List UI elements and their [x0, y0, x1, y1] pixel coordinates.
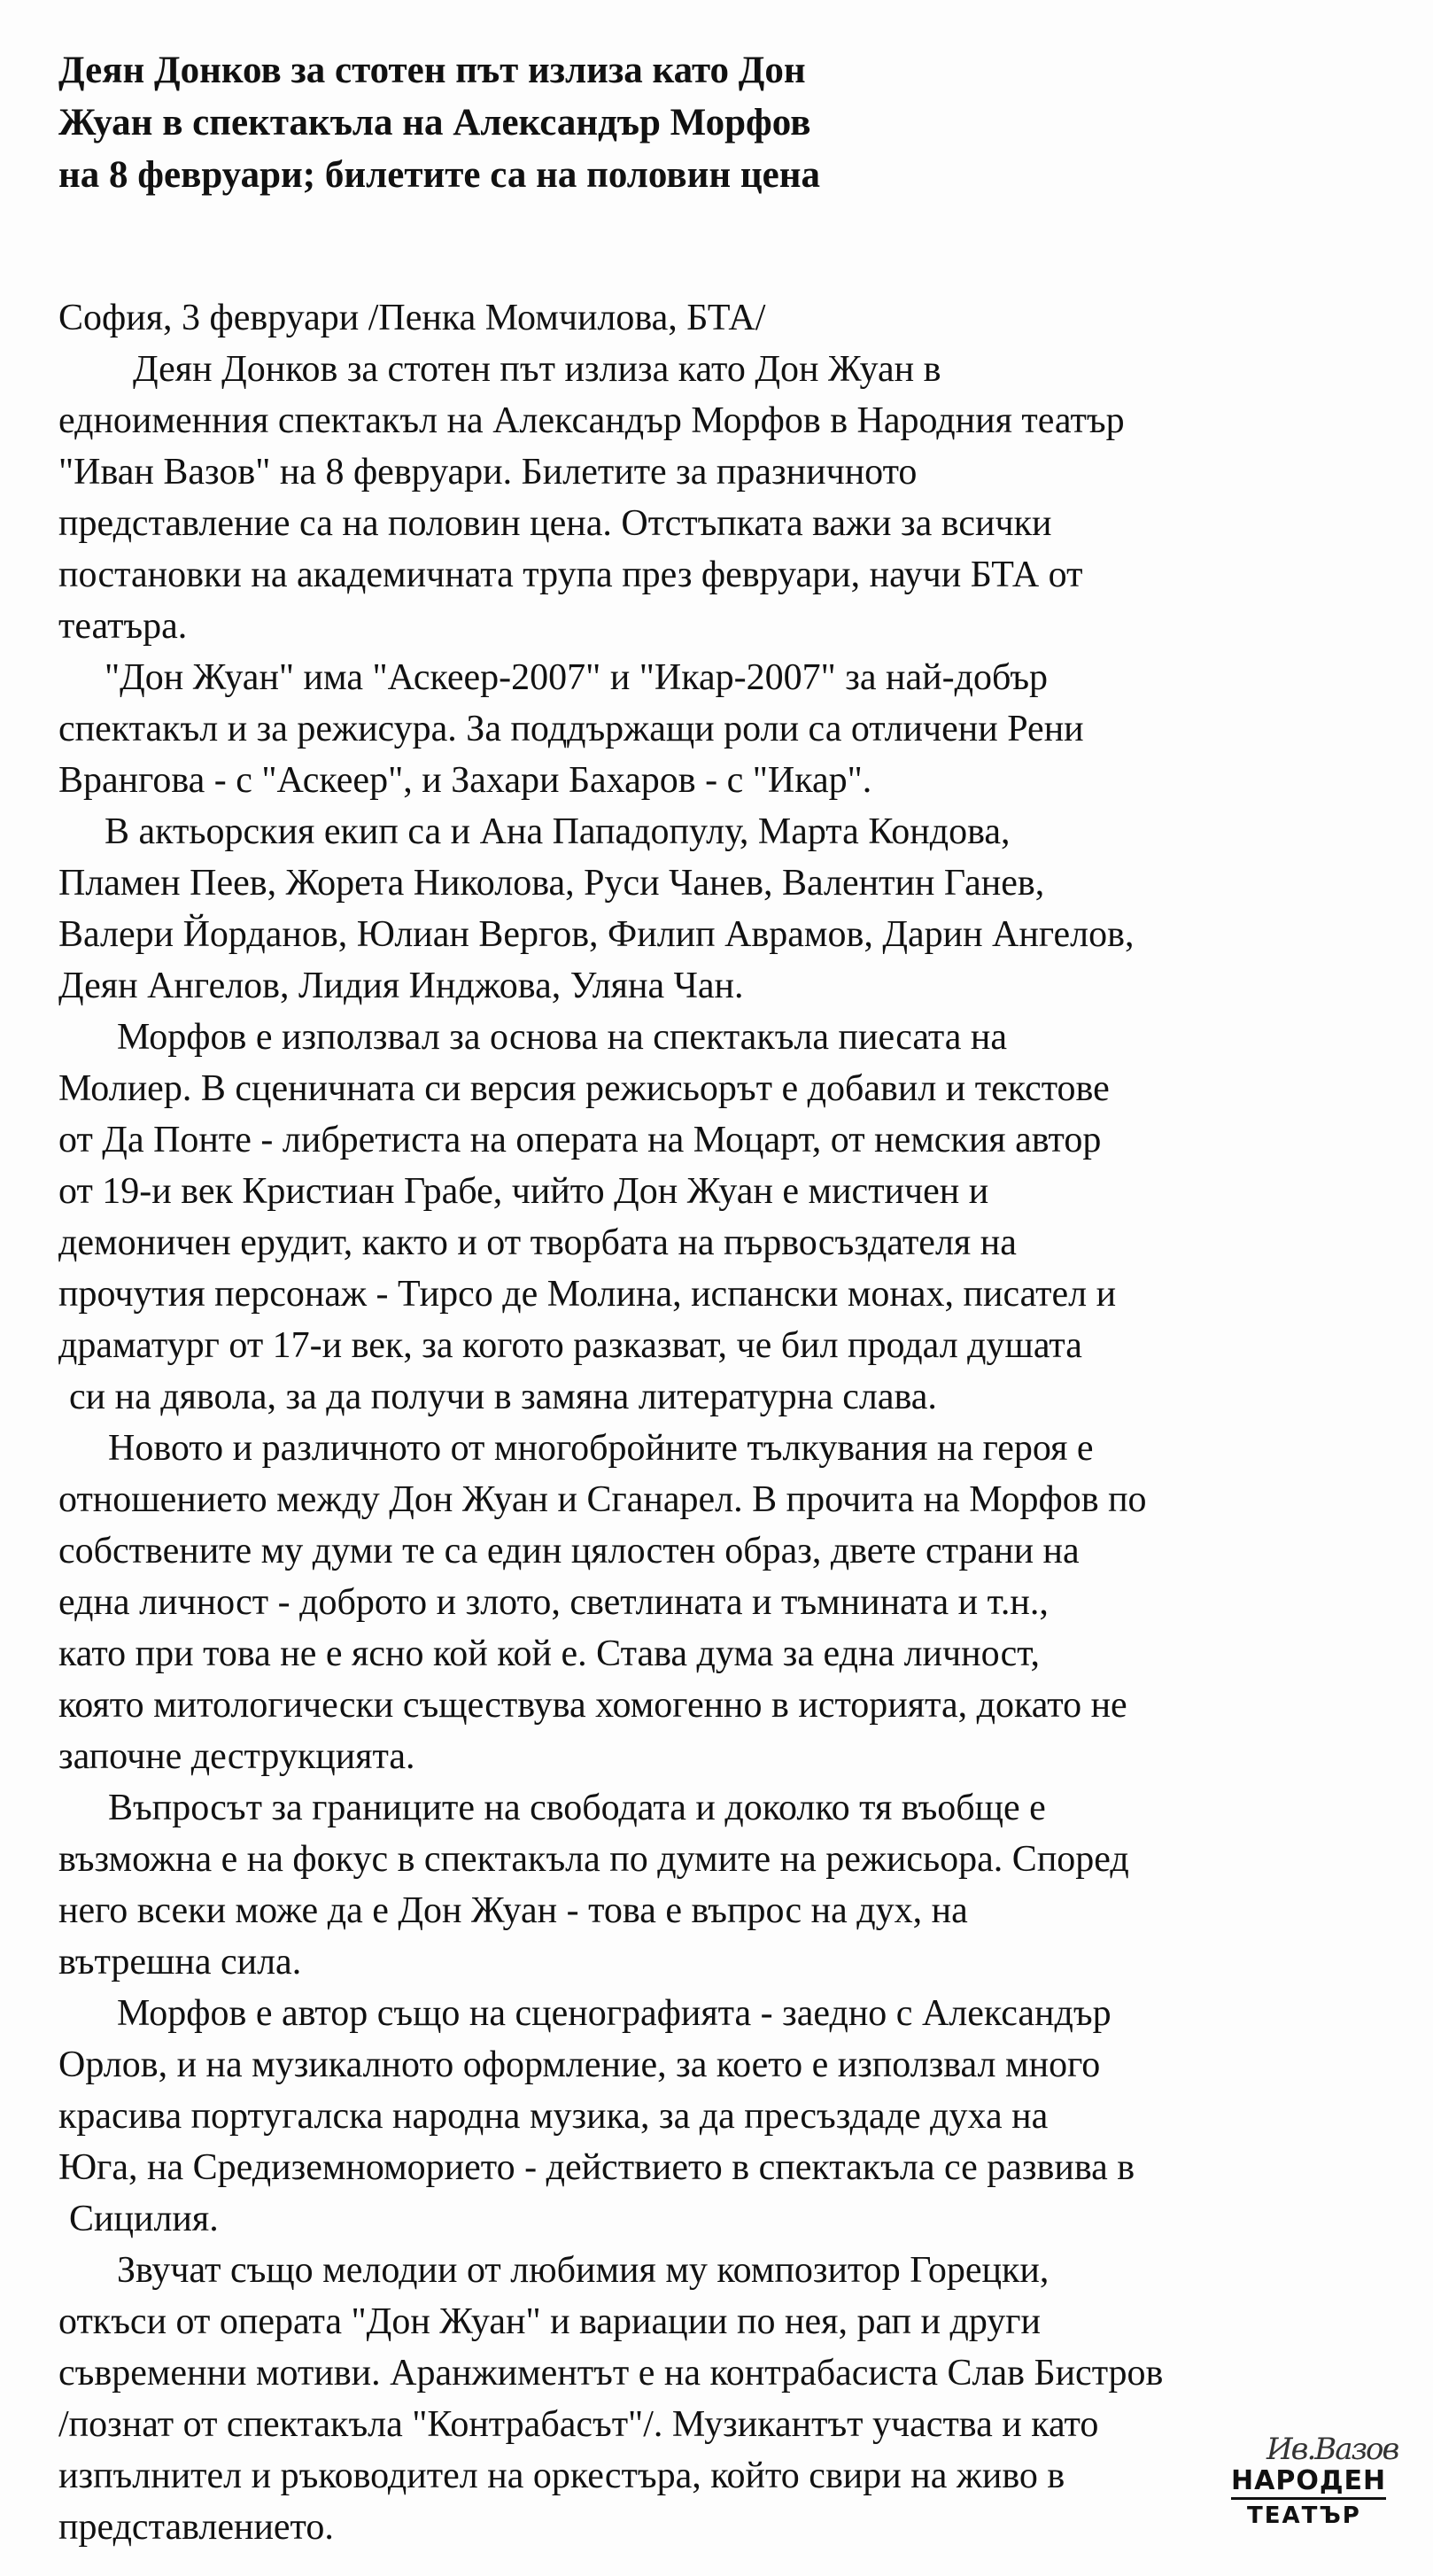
body-line: постановки на академичната трупа през февруари, научи БТА от: [58, 555, 1083, 595]
body-line: Пламен Пеев, Жорета Николова, Руси Чанев, Валентин Ганев,: [58, 863, 1045, 904]
body-line: която митологически съществува хомогенно в историята, докато не: [58, 1685, 1127, 1726]
body-line: като при това не е ясно кой кой е. Става дума за една личност,: [58, 1633, 1040, 1674]
body-line: демоничен ерудит, както и от творбата на първосъздателя на: [58, 1222, 1017, 1263]
article-headline: [58, 44, 1387, 201]
body-line: /познат от спектакъла "Контрабасът"/. Музикантът участва и като: [58, 2404, 1099, 2445]
body-line: отношението между Дон Жуан и Сганарел. В прочита на Морфов по: [58, 1479, 1147, 1520]
body-line: Валери Йорданов, Юлиан Вергов, Филип Аврамов, Дарин Ангелов,: [58, 914, 1135, 955]
body-line: Орлов, и на музикалното оформление, за което е използвал много: [58, 2045, 1101, 2085]
body-line: спектакъл и за режисура. За поддържащи роли са отличени Рени: [58, 709, 1084, 749]
national-theatre-logo: [1231, 2432, 1408, 2538]
body-line: представление са на половин цена. Отстъпката важи за всички: [58, 503, 1052, 544]
body-line: от Да Понте - либретиста на операта на Моцарт, от немския автор: [58, 1120, 1102, 1160]
headline-line: Жуан в спектакъла на Александър Морфов: [58, 102, 811, 144]
headline-line: на 8 февруари; билетите са на половин цена: [58, 154, 821, 196]
body-line: от 19-и век Кристиан Грабе, чийто Дон Жуан е мистичен и: [58, 1171, 989, 1212]
body-line: театъра.: [58, 606, 188, 647]
body-line: съвременни мотиви. Аранжиментът е на контрабасиста Слав Бистров: [58, 2353, 1164, 2394]
logo-line-1: НАРОДЕН: [1231, 2465, 1386, 2500]
body-line: Деян Ангелов, Лидия Инджова, Уляна Чан.: [58, 966, 744, 1006]
body-line: него всеки може да е Дон Жуан - това е въпрос на дух, на: [58, 1890, 968, 1931]
body-line: красива португалска народна музика, за да пресъздаде духа на: [58, 2096, 1049, 2137]
body-line: собствените му думи те са един цялостен образ, двете страни на: [58, 1531, 1080, 1571]
body-line: представлението.: [58, 2507, 334, 2548]
headline-line: Деян Донков за стотен път излиза като Дон: [58, 50, 806, 91]
body-line: В актьорския екип са и Ана Пападопулу, Марта Кондова,: [105, 811, 1011, 852]
body-line: драматург от 17-и век, за когото разказват, че бил продал душата: [58, 1325, 1082, 1366]
logo-line-2: ТЕАТЪР: [1247, 2502, 1361, 2529]
body-line: вътрешна сила.: [58, 1942, 302, 1982]
body-line: Морфов е използвал за основа на спектакъла пиесата на: [117, 1017, 1008, 1058]
body-line: започне деструкцията.: [58, 1736, 415, 1777]
body-line: Звучат също мелодии от любимия му композитор Горецки,: [117, 2250, 1050, 2291]
body-line: Въпросът за границите на свободата и доколко тя въобще е: [108, 1788, 1046, 1828]
body-line: "Иван Вазов" на 8 февруари. Билетите за празничното: [58, 452, 918, 493]
body-line: откъси от операта "Дон Жуан" и вариации по нея, рап и други: [58, 2301, 1042, 2342]
body-line: Деян Донков за стотен път излиза като Дон Жуан в: [133, 349, 941, 390]
body-line: Сицилия.: [69, 2199, 219, 2239]
body-line: едноименния спектакъл на Александър Морфов в Народния театър: [58, 400, 1125, 441]
body-line: прочутия персонаж - Тирсо де Молина, испански монах, писател и: [58, 1274, 1117, 1315]
body-line: Молиер. В сценичната си версия режисьорът е добавил и текстове: [58, 1068, 1110, 1109]
body-line: Врангова - с "Аскеер", и Захари Бахаров - с "Икар".: [58, 760, 872, 801]
body-line: "Дон Жуан" има "Аскеер-2007" и "Икар-2007" за най-добър: [105, 657, 1049, 698]
body-line: възможна е на фокус в спектакъла по думите на режисьора. Според: [58, 1839, 1129, 1880]
body-line: една личност - доброто и злото, светлината и тъмнината и т.н.,: [58, 1582, 1049, 1623]
body-line: си на дявола, за да получи в замяна литературна слава.: [69, 1377, 937, 1417]
body-line: изпълнител и ръководител на оркестъра, който свири на живо в: [58, 2456, 1065, 2496]
logo-signature: Ив.Вазов: [1266, 2432, 1398, 2467]
dateline: София, 3 февруари /Пенка Момчилова, БТА/: [58, 298, 766, 338]
body-line: Новото и различното от многобройните тълкувания на героя е: [108, 1428, 1094, 1469]
body-line: Морфов е автор също на сценографията - заедно с Александър: [117, 1993, 1112, 2034]
body-line: Юга, на Средиземноморието - действието в спектакъла се развива в: [58, 2147, 1135, 2188]
